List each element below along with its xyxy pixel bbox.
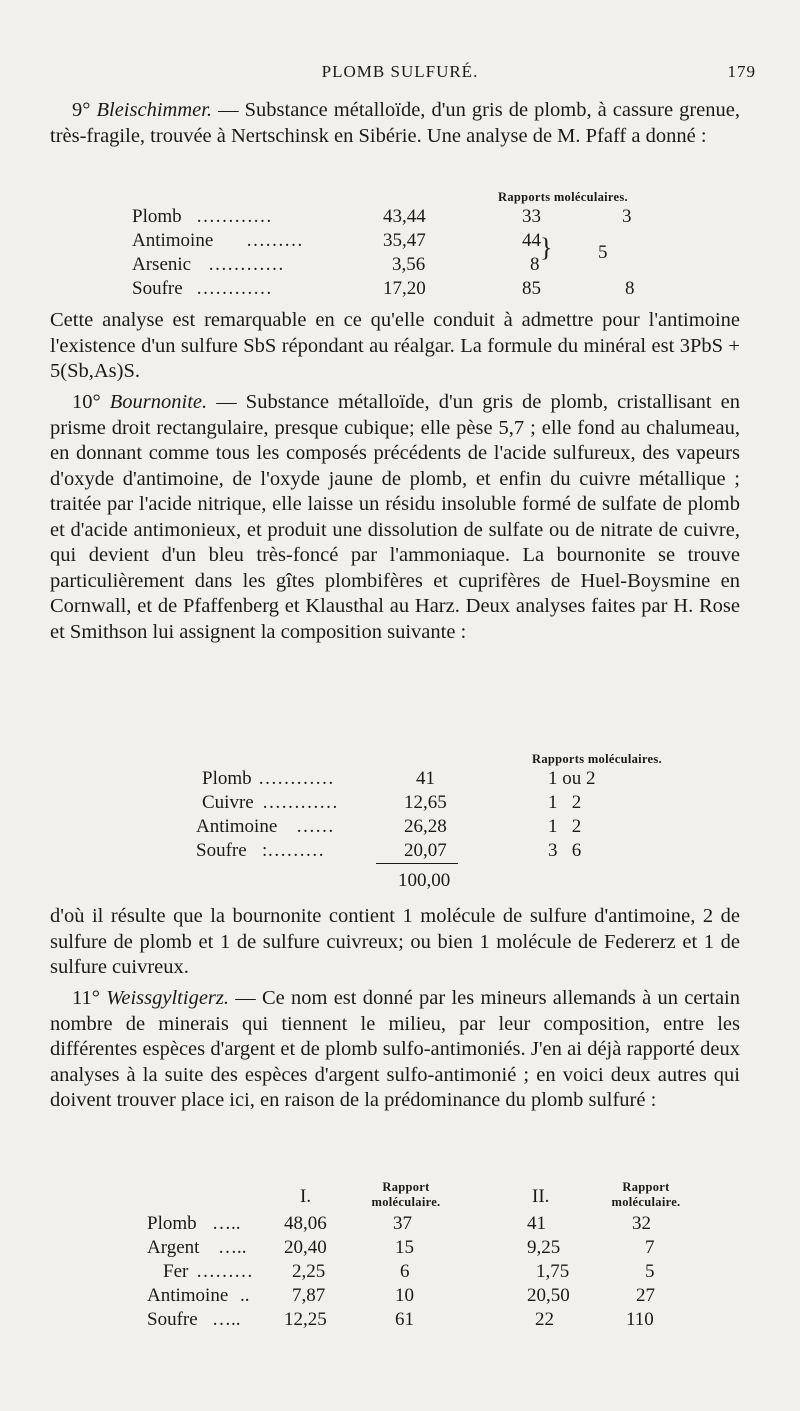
row-name: Soufre <box>196 840 247 861</box>
row-name: Plomb <box>147 1213 197 1234</box>
analysis-table-bournonite: Rapports moléculaires. Plomb ………… 41 1 ou 2 Cuivre ………… 12,65 1 2 Antimoine …… 26,28 1 2 Soufre :……… 20,07 3 6 100,00 <box>196 752 662 891</box>
row-value-II: 41 <box>527 1213 546 1234</box>
paragraph-bournonite-result <box>50 904 740 981</box>
row-ratio-reduced: 8 <box>625 278 635 299</box>
sum-rule <box>376 863 458 864</box>
row-ratio: 1 ou 2 <box>548 768 596 789</box>
brace-value: 5 <box>598 242 608 263</box>
row-ratio-reduced: 3 <box>622 206 632 227</box>
row-ratio-I: 15 <box>395 1237 414 1258</box>
item-number: 11° <box>72 987 100 1009</box>
paragraph-text: — Substance métalloïde, d'un gris de plomb, cristallisant en prisme droit rectangulaire, presque cubique; elle pèse 5,7 ; elle fond au chalumeau, en donnant comme tous les composés précédents de l'acide sulfureux, des vapeurs d'oxyde d'antimoine, de l'oxyde jaune de plomb, et enfin du cuivre métallique ; traitée par l'acide nitrique, elle laisse un résidu insoluble formé de sulfate de plomb et d'acide antimonieux, et produit une dissolution de sulfate ou de nitrate de cuivre, qui devient d'un bleu très-foncé par l'ammoniaque. La bournonite se trouve particulièrement dans les gîtes plombifères et cuprifères de Huel-Boysmine en Cornwall, et de Pfaffenberg et Klausthal au Harz. Deux analyses faites par H. Rose et Smithson lui assignent la composition suivante : <box>50 391 740 643</box>
row-name: Arsenic <box>132 254 192 275</box>
row-name: Antimoine <box>147 1285 229 1306</box>
row-name: Soufre <box>132 278 183 299</box>
row-ratio-I: 6 <box>400 1261 410 1282</box>
row-ratio: 1 2 <box>548 816 582 837</box>
row-ratio: 85 <box>522 278 541 299</box>
row-value-I: 7,87 <box>292 1285 326 1306</box>
row-ratio-II: 5 <box>645 1261 655 1282</box>
row-value-I: 48,06 <box>284 1213 327 1234</box>
paragraph-weissgyltigerz <box>50 986 740 1114</box>
running-title: PLOMB SULFURÉ. <box>321 62 479 81</box>
paragraph-text: — Ce nom est donné par les mineurs allemands à un certain nombre de minerais qui tiennent le milieu, par leur composition, entre les différentes espèces d'argent et de plomb sulfo-antimoniés. J'en ai déjà rapporté deux analyses à la suite des espèces d'argent sulfo-antimonié ; en voici deux autres qui doivent trouver place ici, en raison de la prédominance du plomb sulfuré : <box>50 987 740 1111</box>
mineral-name: Weissgyltigerz. <box>106 987 229 1009</box>
row-value: 17,20 <box>383 278 426 299</box>
row-value-I: 20,40 <box>284 1237 327 1258</box>
row-value: 3,56 <box>392 254 426 275</box>
row-ratio: 33 <box>522 206 541 227</box>
paragraph-analysis-remark <box>50 308 740 385</box>
row-value-II: 1,75 <box>536 1261 570 1282</box>
row-name: Antimoine <box>132 230 214 251</box>
paragraph-text: d'où il résulte que la bournonite contient 1 molécule de sulfure d'antimoine, 2 de sulfure de plomb et 1 de sulfure cuivreux; ou bien 1 molécule de Federerz et 1 de sulfure cuivreux. <box>50 905 740 978</box>
row-value-I: 2,25 <box>292 1261 326 1282</box>
row-ratio: 3 6 <box>548 840 582 861</box>
row-ratio-I: 61 <box>395 1309 414 1330</box>
analysis-table-weissgyltigerz: I. Rapport moléculaire. II. Rapport moléculaire. Plomb ….. 48,06 37 41 32 Argent ….. 20,40 15 9,25 7 Fer ……… 2,25 6 1,75 5 Antimoine .. 7,87 10 20,50 27 Soufre ….. 12,25 61 22 110 <box>147 1180 681 1330</box>
row-value: 12,65 <box>404 792 447 813</box>
mineral-name: Bleischimmer. <box>96 99 213 121</box>
row-name: Soufre <box>147 1309 198 1330</box>
paragraph-bleischimmer <box>50 98 740 149</box>
row-name: Cuivre <box>202 792 254 813</box>
column-header-I: I. <box>300 1186 312 1207</box>
row-value: 20,07 <box>404 840 447 861</box>
paragraph-text: — Substance métalloïde, d'un gris de plomb, à cassure grenue, très-fragile, trouvée à Nertschinsk en Sibérie. Une analyse de M. Pfaff a donné : <box>50 99 741 147</box>
row-ratio: 44 <box>522 230 541 251</box>
row-value-II: 9,25 <box>527 1237 561 1258</box>
row-name: Fer <box>163 1261 189 1282</box>
page-number: 179 <box>727 62 756 81</box>
column-header-rapport: Rapport <box>382 1180 430 1194</box>
row-name: Argent <box>147 1237 200 1258</box>
total-value: 100,00 <box>398 870 451 891</box>
column-header-rapport: moléculaire. <box>371 1195 441 1209</box>
column-header-rapport: moléculaire. <box>611 1195 681 1209</box>
table-header: Rapports moléculaires. <box>498 190 628 204</box>
row-value: 43,44 <box>383 206 426 227</box>
column-header-rapport: Rapport <box>622 1180 670 1194</box>
row-value-I: 12,25 <box>284 1309 327 1330</box>
row-value: 26,28 <box>404 816 447 837</box>
row-value: 35,47 <box>383 230 426 251</box>
row-value: 41 <box>416 768 435 789</box>
row-ratio-II: 7 <box>645 1237 655 1258</box>
paragraph-text: Cette analyse est remarquable en ce qu'elle conduit à admettre pour l'antimoine l'existence d'un sulfure SbS répondant au réalgar. La formule du minéral est 3PbS + 5(Sb,As)S. <box>50 309 740 382</box>
item-number: 9° <box>72 99 91 121</box>
row-name: Antimoine <box>196 816 278 837</box>
row-ratio-I: 10 <box>395 1285 414 1306</box>
running-header <box>0 62 800 86</box>
paragraph-bournonite <box>50 390 740 645</box>
mineral-name: Bournonite. <box>109 391 208 413</box>
row-ratio: 8 <box>530 254 540 275</box>
item-number: 10° <box>72 391 101 413</box>
brace: } <box>540 233 553 262</box>
row-ratio-II: 27 <box>636 1285 655 1306</box>
row-value-II: 20,50 <box>527 1285 570 1306</box>
analysis-table-bleischimmer: Rapports moléculaires. Plomb ………… 43,44 33 3 Antimoine ……… 35,47 44 Arsenic ………… 3,56 8 } 5 Soufre ………… 17,20 85 8 <box>132 190 635 299</box>
row-name: Plomb <box>132 206 182 227</box>
row-name: Plomb <box>202 768 252 789</box>
row-ratio-II: 32 <box>632 1213 651 1234</box>
column-header-II: II. <box>532 1186 550 1207</box>
row-ratio-I: 37 <box>393 1213 412 1234</box>
row-ratio: 1 2 <box>548 792 582 813</box>
row-ratio-II: 110 <box>626 1309 654 1330</box>
row-value-II: 22 <box>535 1309 554 1330</box>
table-header: Rapports moléculaires. <box>532 752 662 766</box>
